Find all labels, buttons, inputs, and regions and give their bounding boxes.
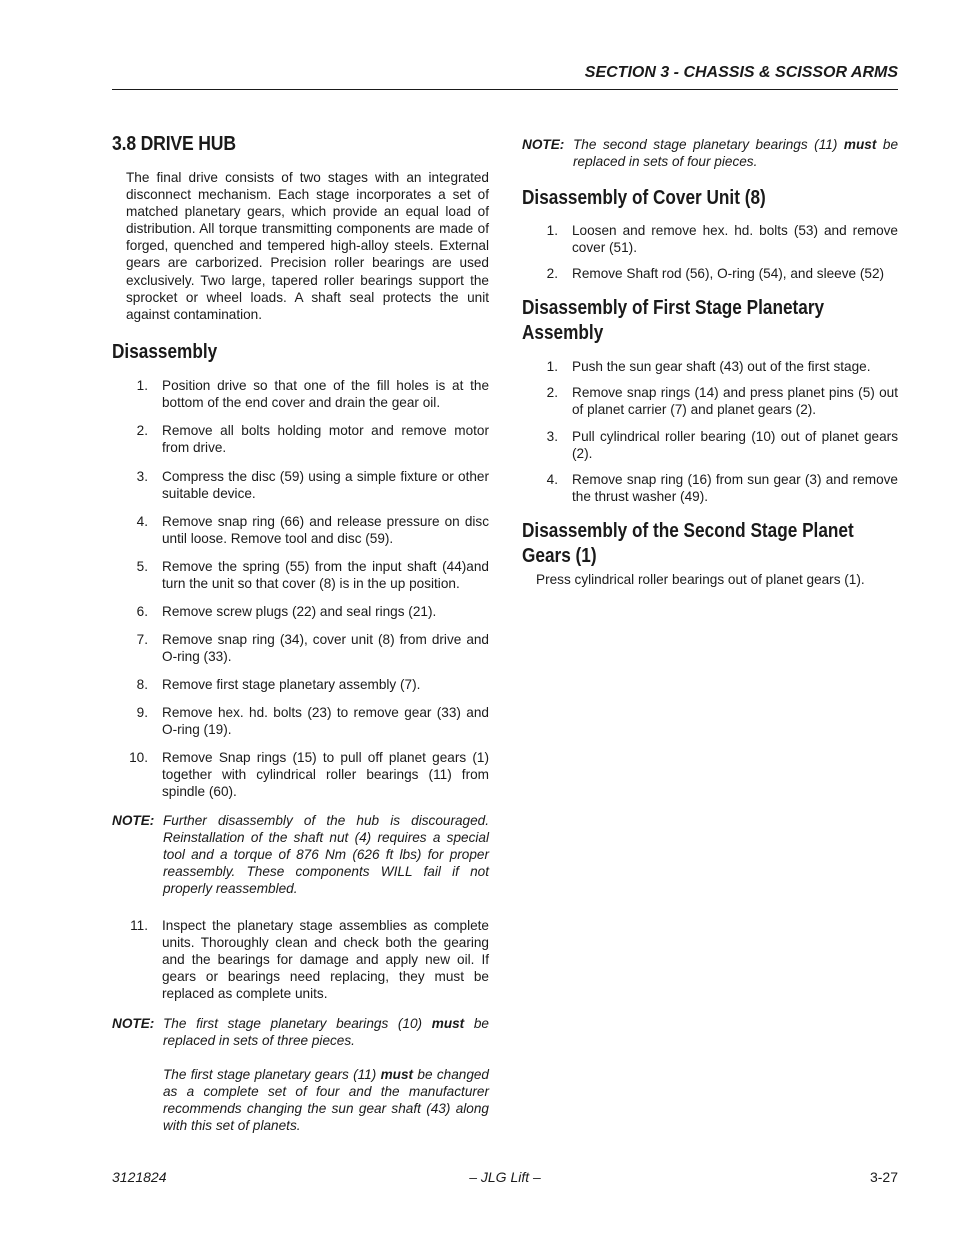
- header-rule: [112, 89, 898, 90]
- step-text: Remove screw plugs (22) and seal rings (21).: [162, 604, 437, 619]
- step-number: 2.: [136, 423, 148, 438]
- second-stage-paragraph: Press cylindrical roller bearings out of planet gears (1).: [536, 572, 865, 587]
- section-header: SECTION 3 - CHASSIS & SCISSOR ARMS: [584, 64, 898, 81]
- step-text: Remove snap ring (34), cover unit (8) from drive and O-ring (33).: [162, 632, 489, 665]
- step-text: Remove snap ring (16) from sun gear (3) and remove the thrust washer (49).: [572, 472, 898, 505]
- first-stage-heading: Disassembly of First Stage Planetary Assembly: [522, 297, 825, 344]
- note-text: The second stage planetary bearings (11) must be replaced in sets of four pieces.: [573, 137, 898, 170]
- step-number: 2.: [546, 266, 558, 281]
- step-number: 9.: [136, 705, 148, 720]
- disassembly-heading: Disassembly: [112, 341, 218, 363]
- step-number: 7.: [136, 632, 148, 647]
- page-number: 3-27: [869, 1169, 898, 1185]
- step-number: 6.: [136, 604, 148, 619]
- step-text: Compress the disc (59) using a simple fixture or other suitable device.: [162, 469, 489, 502]
- doc-number: 3121824: [112, 1169, 167, 1185]
- note-text: The first stage planetary gears (11) must be changed as a complete set of four and the manufacturer recommends changing the sun gear shaft (43) along with this set of planets.: [163, 1067, 489, 1134]
- step-text: Inspect the planetary stage assemblies as complete units. Thoroughly clean and check both the gearing and the bearings for damage and apply new oil. If gears or bearings need replacing, they must be replaced as complete units.: [162, 918, 489, 1002]
- note-label: NOTE:: [112, 1016, 155, 1031]
- step-number: 3.: [136, 469, 148, 484]
- step-text: Remove snap ring (66) and release pressure on disc until loose. Remove tool and disc (59).: [162, 514, 489, 547]
- step-number: 4.: [136, 514, 148, 529]
- step-text: Loosen and remove hex. hd. bolts (53) and remove cover (51).: [572, 223, 898, 256]
- footer-brand: – JLG Lift –: [469, 1169, 541, 1185]
- note-label: NOTE:: [112, 813, 155, 828]
- step-number: 10.: [129, 750, 148, 765]
- step-number: 5.: [136, 559, 148, 574]
- cover-unit-heading: Disassembly of Cover Unit (8): [522, 187, 766, 209]
- step-text: Remove hex. hd. bolts (23) to remove gear (33) and O-ring (19).: [162, 705, 489, 738]
- step-number: 3.: [546, 429, 558, 444]
- step-text: Remove Shaft rod (56), O-ring (54), and sleeve (52): [572, 266, 885, 281]
- emphasis: must: [843, 137, 877, 152]
- step-number: 4.: [546, 472, 558, 487]
- note-label: NOTE:: [522, 137, 565, 152]
- step-text: Remove Snap rings (15) to pull off planet gears (1) together with cylindrical roller bearings (11) from spindle (60).: [162, 750, 489, 800]
- step-text: Remove snap rings (14) and press planet pins (5) out of planet carrier (7) and planet gears (2).: [572, 385, 898, 418]
- intro-paragraph: The final drive consists of two stages with an integrated disconnect mechanism. Each stage incorporates a set of matched planetary gears, which provide an equal load of distribution. All torque transmitting components are made of forged, quenched and tempered high-alloy steels. External gears are carborized. Precision roller bearings are used exclusively. Two large, tapered roller bearings support the sprocket or wheel loads. A shaft seal protects the unit against contamination.: [126, 170, 489, 322]
- step-number: 1.: [136, 378, 148, 393]
- step-text: Push the sun gear shaft (43) out of the first stage.: [572, 359, 871, 374]
- step-text: Position drive so that one of the fill holes is at the bottom of the end cover and drain the gear oil.: [162, 378, 489, 411]
- step-number: 1.: [546, 223, 558, 238]
- second-stage-heading: Disassembly of the Second Stage Planet Gears (1): [522, 520, 854, 567]
- section-title: 3.8 DRIVE HUB: [112, 133, 236, 155]
- emphasis: must: [431, 1016, 465, 1031]
- step-number: 8.: [136, 677, 148, 692]
- note-text: Further disassembly of the hub is discouraged. Reinstallation of the shaft nut (4) requires a special tool and a torque of 876 Nm (626 ft lbs) for proper reassembly. These components WILL fail if not properly reassembled.: [163, 813, 489, 897]
- step-number: 1.: [546, 359, 558, 374]
- step-text: Remove first stage planetary assembly (7).: [162, 677, 421, 692]
- step-text: Remove all bolts holding motor and remove motor from drive.: [162, 423, 489, 456]
- emphasis: must: [380, 1067, 414, 1082]
- step-number: 11.: [130, 918, 148, 933]
- step-number: 2.: [546, 385, 558, 400]
- step-text: Remove the spring (55) from the input shaft (44)and turn the unit so that cover (8) is in the up position.: [162, 559, 489, 592]
- note-text: The first stage planetary bearings (10) must be replaced in sets of three pieces.: [163, 1016, 489, 1049]
- step-text: Pull cylindrical roller bearing (10) out of planet gears (2).: [572, 429, 898, 462]
